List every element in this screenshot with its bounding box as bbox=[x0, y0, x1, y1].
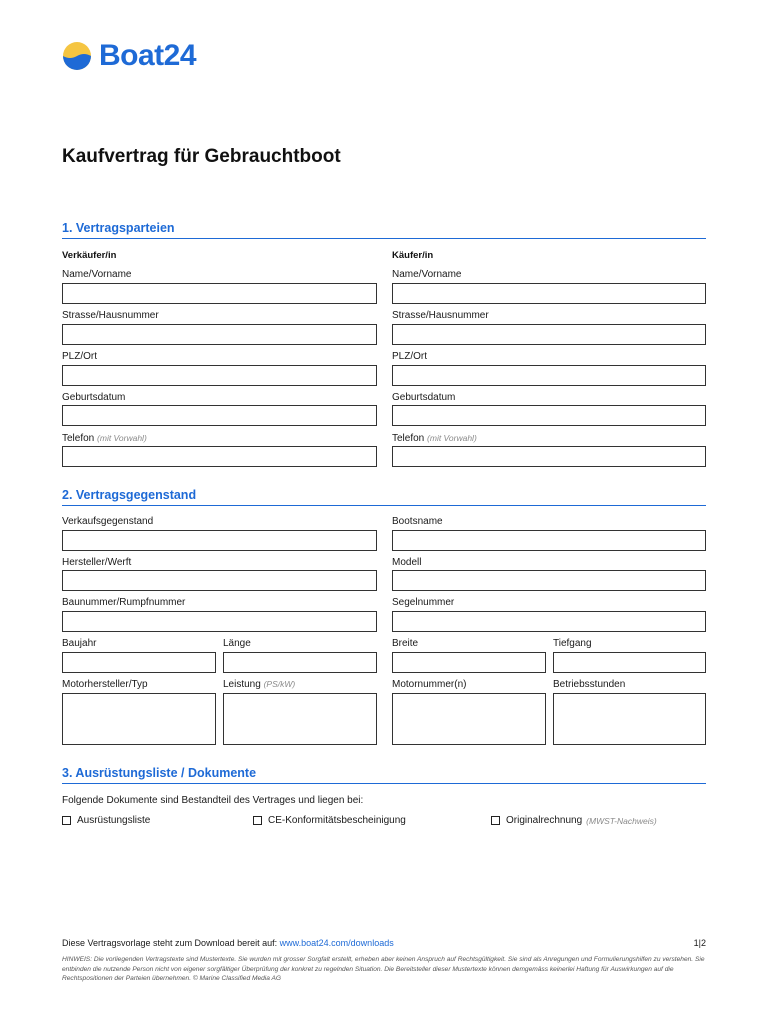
engine-number-field[interactable] bbox=[392, 693, 546, 745]
sail-number-field[interactable] bbox=[392, 611, 706, 632]
hull-number-label: Baunummer/Rumpfnummer bbox=[62, 597, 186, 608]
engine-manufacturer-label: Motorhersteller/Typ bbox=[62, 679, 148, 690]
seller-birthdate-label: Geburtsdatum bbox=[62, 392, 126, 403]
length-label: Länge bbox=[223, 638, 251, 649]
sale-object-field[interactable] bbox=[62, 530, 377, 551]
checkbox-box[interactable] bbox=[253, 816, 262, 825]
sail-number-label: Segelnummer bbox=[392, 597, 455, 608]
original-invoice-checkbox[interactable] bbox=[491, 815, 657, 826]
seller-name-field[interactable] bbox=[62, 283, 377, 304]
page-number: 1|2 bbox=[693, 938, 706, 948]
seller-street-field[interactable] bbox=[62, 324, 377, 345]
operating-hours-field[interactable] bbox=[553, 693, 706, 745]
buyer-birthdate-label: Geburtsdatum bbox=[392, 392, 456, 403]
equipment-list-checkbox[interactable] bbox=[62, 815, 150, 826]
seller-zip-city-field[interactable] bbox=[62, 365, 377, 386]
buyer-heading: Käufer/in bbox=[392, 250, 434, 261]
equipment-list-label: Ausrüstungsliste bbox=[77, 815, 151, 826]
width-field[interactable] bbox=[392, 652, 546, 673]
engine-number-label: Motornummer(n) bbox=[392, 679, 467, 690]
section-2-rule bbox=[62, 505, 706, 506]
draft-field[interactable] bbox=[553, 652, 706, 673]
buyer-birthdate-field[interactable] bbox=[392, 405, 706, 426]
seller-heading: Verkäufer/in bbox=[62, 250, 117, 261]
footer-download-line bbox=[62, 938, 706, 948]
footer-download-text: Diese Vertragsvorlage steht zum Download bereit auf: bbox=[62, 938, 278, 948]
seller-phone-field[interactable] bbox=[62, 446, 377, 467]
document-title: Kaufvertrag für Gebrauchtboot bbox=[62, 146, 341, 167]
boat24-logo-icon bbox=[62, 41, 92, 71]
seller-name-label: Name/Vorname bbox=[62, 269, 132, 280]
buyer-phone-label-text: Telefon bbox=[392, 433, 425, 444]
buyer-street-label: Strasse/Hausnummer bbox=[392, 310, 489, 321]
buyer-phone-hint: (mit Vorwahl) bbox=[427, 433, 477, 443]
original-invoice-label: Originalrechnung bbox=[506, 815, 583, 826]
model-field[interactable] bbox=[392, 570, 706, 591]
seller-phone-label bbox=[62, 433, 147, 444]
draft-label: Tiefgang bbox=[553, 638, 592, 649]
power-field[interactable] bbox=[223, 693, 377, 745]
boat24-logo bbox=[62, 40, 196, 72]
checkbox-box[interactable] bbox=[62, 816, 71, 825]
buyer-zip-city-label: PLZ/Ort bbox=[392, 351, 428, 362]
seller-street-label: Strasse/Hausnummer bbox=[62, 310, 159, 321]
ce-certificate-label: CE-Konformitätsbescheinigung bbox=[268, 815, 406, 826]
power-label-text: Leistung bbox=[223, 679, 261, 690]
section-2-heading: 2. Vertragsgegenstand bbox=[62, 488, 197, 502]
seller-birthdate-field[interactable] bbox=[62, 405, 377, 426]
footer-download-link[interactable]: www.boat24.com/downloads bbox=[279, 938, 394, 948]
section-1-heading: 1. Vertragsparteien bbox=[62, 221, 175, 235]
power-hint: (PS/kW) bbox=[263, 679, 296, 689]
operating-hours-label: Betriebsstunden bbox=[553, 679, 626, 690]
buyer-name-label: Name/Vorname bbox=[392, 269, 462, 280]
year-field[interactable] bbox=[62, 652, 216, 673]
manufacturer-label: Hersteller/Werft bbox=[62, 557, 132, 568]
seller-phone-label-text: Telefon bbox=[62, 433, 95, 444]
ce-certificate-checkbox[interactable] bbox=[253, 815, 406, 826]
section-3-intro: Folgende Dokumente sind Bestandteil des Vertrages und liegen bei: bbox=[62, 795, 364, 806]
buyer-phone-field[interactable] bbox=[392, 446, 706, 467]
checkbox-box[interactable] bbox=[491, 816, 500, 825]
sale-object-label: Verkaufsgegenstand bbox=[62, 516, 154, 527]
width-label: Breite bbox=[392, 638, 419, 649]
original-invoice-hint: (MWST-Nachweis) bbox=[586, 815, 657, 826]
footer-download bbox=[62, 938, 394, 948]
engine-manufacturer-field[interactable] bbox=[62, 693, 216, 745]
year-label: Baujahr bbox=[62, 638, 97, 649]
hull-number-field[interactable] bbox=[62, 611, 377, 632]
buyer-name-field[interactable] bbox=[392, 283, 706, 304]
length-field[interactable] bbox=[223, 652, 377, 673]
section-3-heading: 3. Ausrüstungsliste / Dokumente bbox=[62, 766, 257, 780]
buyer-phone-label bbox=[392, 433, 477, 444]
buyer-street-field[interactable] bbox=[392, 324, 706, 345]
boat-name-label: Bootsname bbox=[392, 516, 443, 527]
model-label: Modell bbox=[392, 557, 422, 568]
section-3-rule bbox=[62, 783, 706, 784]
power-label bbox=[223, 679, 295, 690]
section-1-rule bbox=[62, 238, 706, 239]
buyer-zip-city-field[interactable] bbox=[392, 365, 706, 386]
seller-zip-city-label: PLZ/Ort bbox=[62, 351, 98, 362]
brand-name: Boat24 bbox=[99, 39, 197, 72]
boat-name-field[interactable] bbox=[392, 530, 706, 551]
legal-notice: HINWEIS: Die vorliegenden Vertragstexte sind Mustertexte. Sie wurden mit grosser Sorgfalt erstellt, erheben aber keinen Anspruch auf Rechtsgültigkeit. Sie sind als Anregungen und Formulierungshilfen zu verstehen. Sie entbinden die nutzende Person nicht von eigener sorgfältiger Überprüfung der konkret zu regelnden Situation. Die Bereitsteller dieser Mustertexte können demgemäss keinerlei Haftung für Auswirkungen auf die Rechtspositionen der Parteien übernehmen. © Marine Classified Media AG bbox=[62, 956, 705, 982]
seller-phone-hint: (mit Vorwahl) bbox=[97, 433, 147, 443]
manufacturer-field[interactable] bbox=[62, 570, 377, 591]
